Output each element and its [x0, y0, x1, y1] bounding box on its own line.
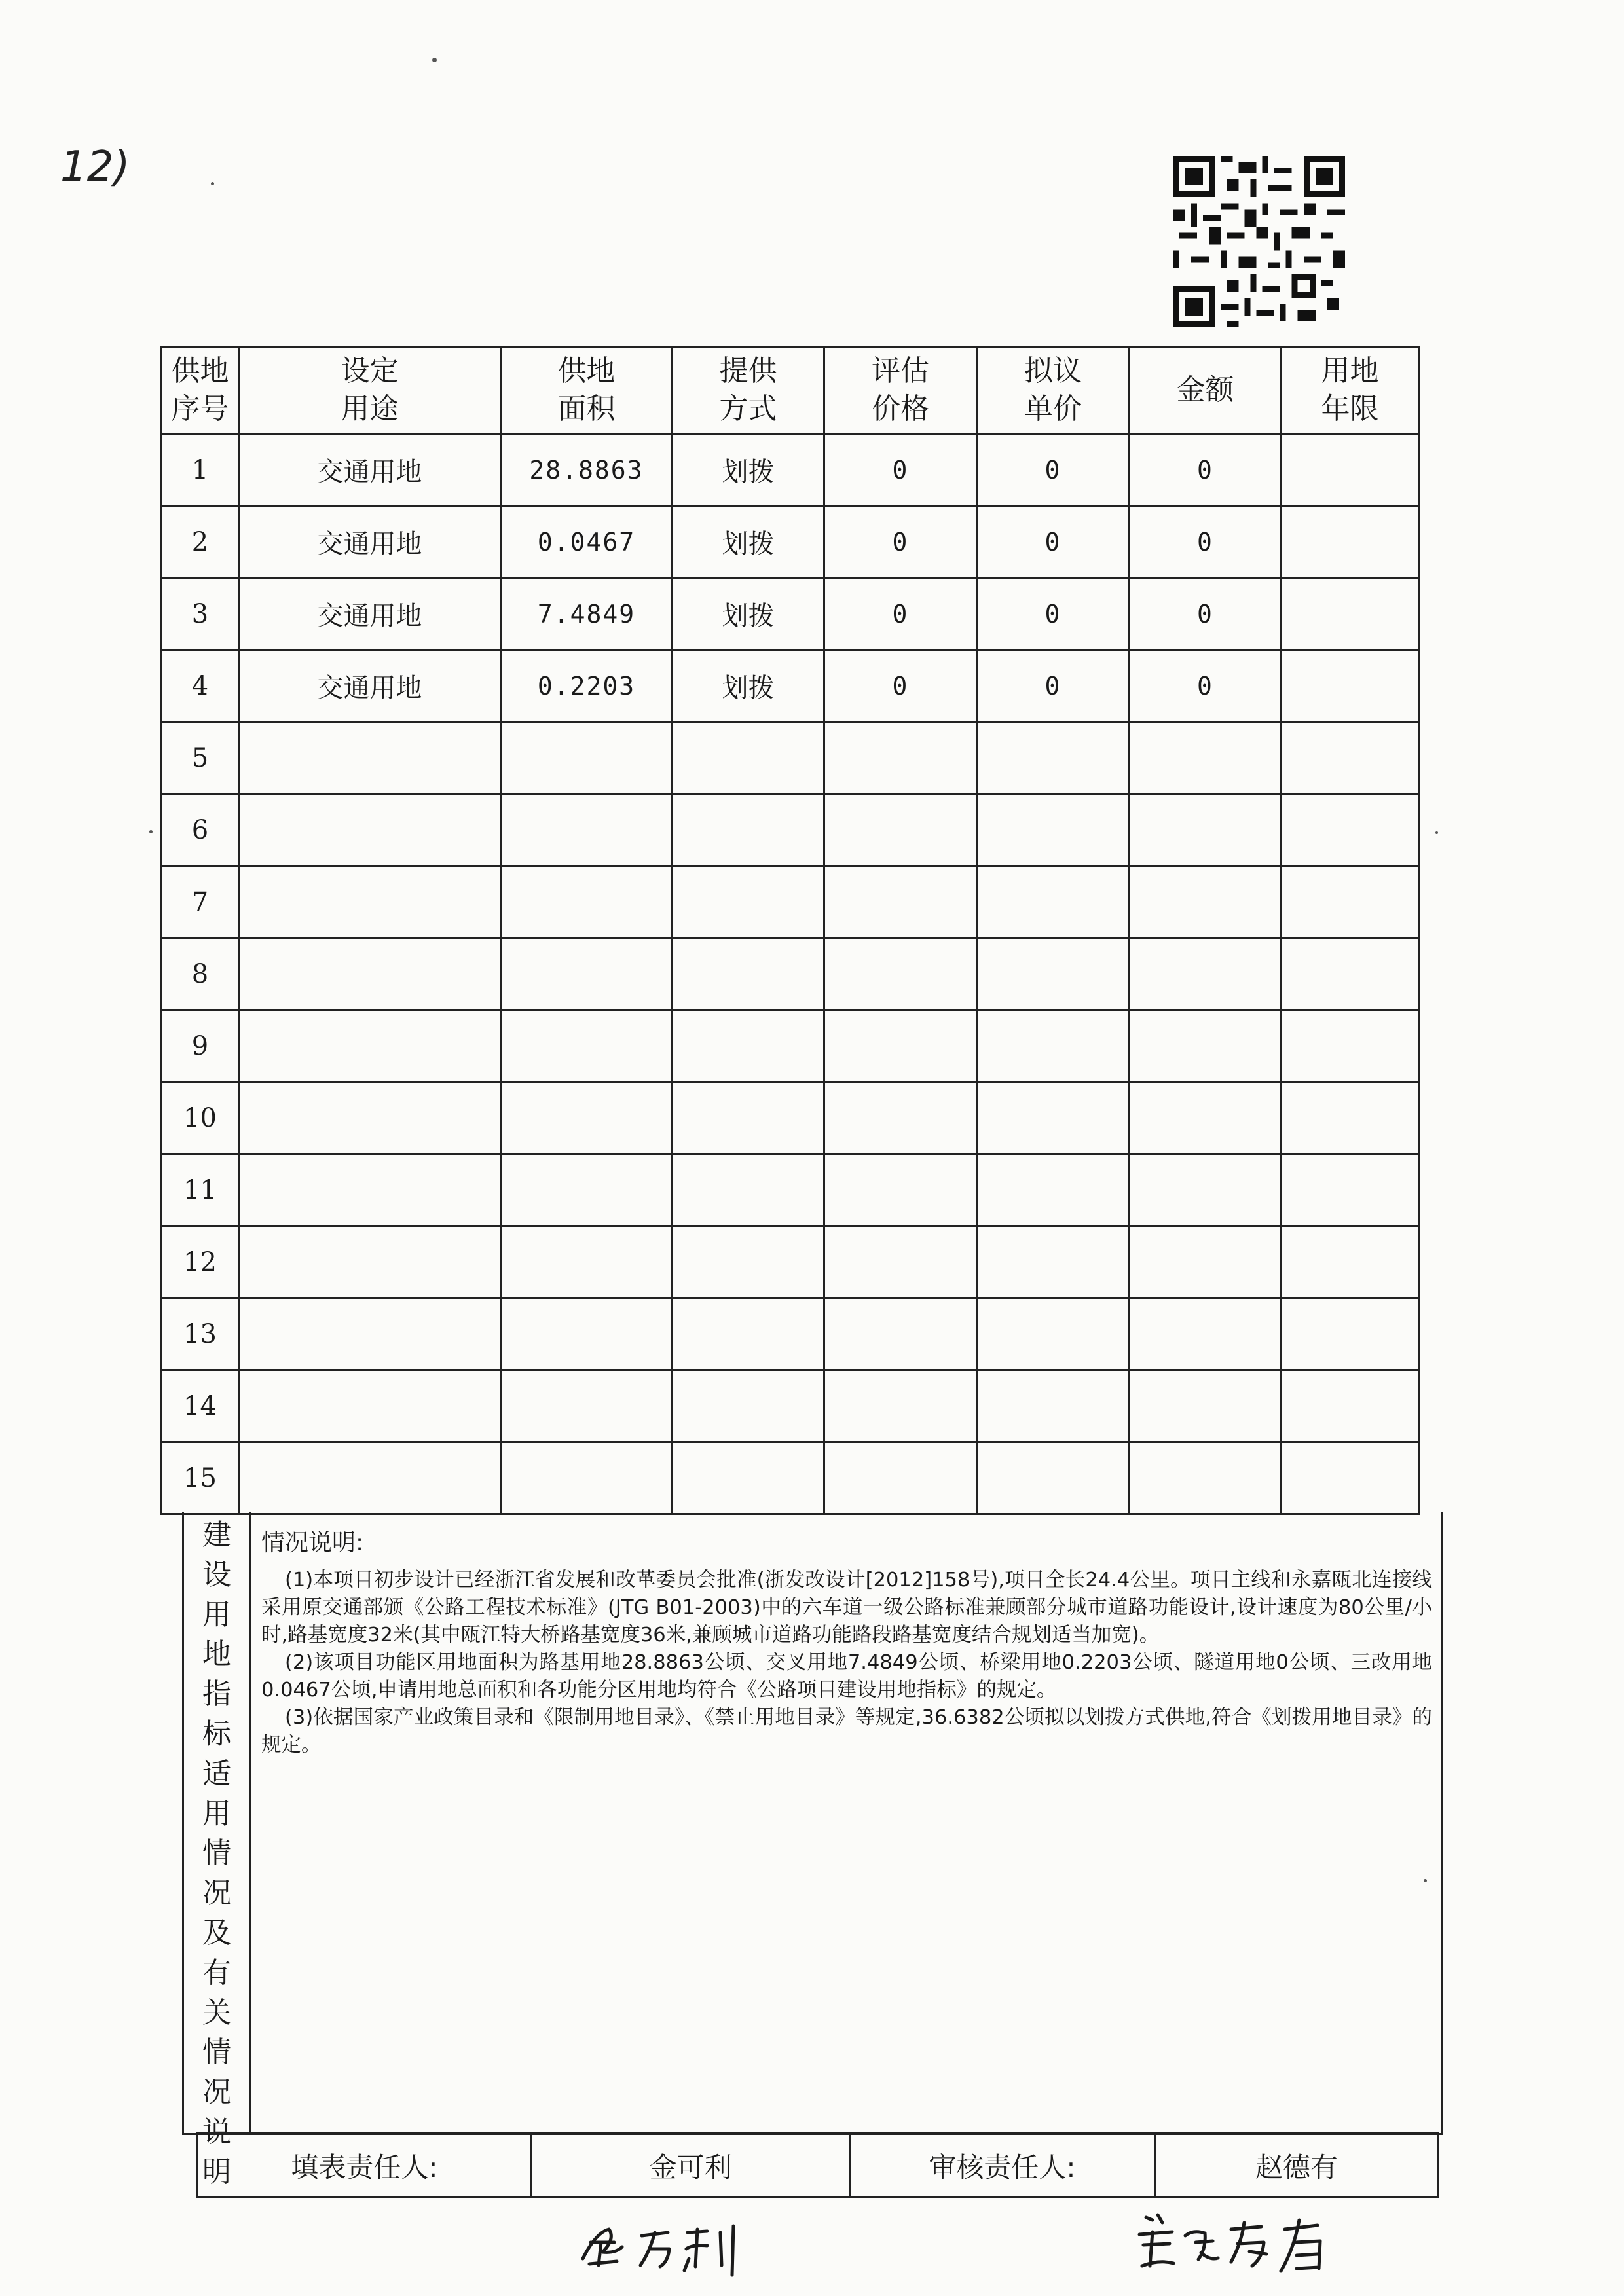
cell-unit-price	[977, 794, 1130, 866]
cell-method	[673, 938, 824, 1010]
cell-area	[501, 794, 673, 866]
header-seq: 供地 序号	[162, 347, 239, 434]
table-row	[162, 1370, 1419, 1442]
cell-method	[673, 1442, 824, 1514]
cell-amount	[1130, 1010, 1282, 1082]
cell-price: 0	[824, 434, 977, 506]
cell-method	[673, 794, 824, 866]
table-row	[162, 938, 1419, 1010]
cell-seq: 9	[162, 1010, 239, 1082]
cell-area	[501, 938, 673, 1010]
cell-area	[501, 1298, 673, 1370]
land-supply-table	[160, 346, 1420, 1515]
cell-term	[1282, 1082, 1419, 1154]
cell-area	[501, 1370, 673, 1442]
cell-use	[239, 938, 501, 1010]
cell-term	[1282, 1226, 1419, 1298]
notes-paragraph: (1)本项目初步设计已经浙江省发展和改革委员会批准(浙发改设计[2012]158号),项目全长24.4公里。项目主线和永嘉瓯北连接线采用原交通部颁《公路工程技术标准》(JTG B01-2003)中的六车道一级公路标准兼顾部分城市道路功能设计,设计速度为80公里/小时,路基宽度32米(其中瓯江特大桥路基宽度36米,兼顾城市道路功能路段路基宽度结合规划适当加宽)。	[261, 1569, 1432, 1647]
cell-term	[1282, 938, 1419, 1010]
qr-code	[1173, 156, 1345, 327]
cell-term	[1282, 506, 1419, 578]
cell-unit-price	[977, 866, 1130, 938]
table-row	[162, 1082, 1419, 1154]
cell-term	[1282, 434, 1419, 506]
cell-term	[1282, 650, 1419, 722]
cell-unit-price	[977, 1298, 1130, 1370]
cell-price	[824, 1370, 977, 1442]
header-unit-price: 拟议 单价	[977, 347, 1130, 434]
cell-method	[673, 1154, 824, 1226]
cell-use	[239, 794, 501, 866]
scan-speck	[1435, 831, 1438, 834]
cell-area: 0.0467	[501, 506, 673, 578]
filler-name: 金可利	[532, 2134, 851, 2196]
header-method: 提供 方式	[673, 347, 824, 434]
cell-use	[239, 1442, 501, 1514]
table-row	[162, 1442, 1419, 1514]
cell-unit-price	[977, 1226, 1130, 1298]
cell-term	[1282, 866, 1419, 938]
notes-body	[261, 1524, 1432, 1759]
cell-unit-price	[977, 1082, 1130, 1154]
cell-method	[673, 1298, 824, 1370]
cell-seq: 12	[162, 1226, 239, 1298]
cell-term	[1282, 1298, 1419, 1370]
cell-use	[239, 866, 501, 938]
cell-price: 0	[824, 506, 977, 578]
cell-price	[824, 1010, 977, 1082]
cell-method	[673, 1226, 824, 1298]
cell-price	[824, 866, 977, 938]
scan-speck	[432, 58, 437, 62]
cell-amount	[1130, 866, 1282, 938]
table-row	[162, 866, 1419, 938]
filler-signature	[576, 2213, 760, 2285]
notes-paragraph: (2)该项目功能区用地面积为路基用地28.8863公顷、交叉用地7.4849公顷、桥梁用地0.2203公顷、隧道用地0公顷、三改用地0.0467公顷,申请用地总面积和各功能分区用地均符合《公路项目建设用地指标》的规定。	[261, 1651, 1432, 1702]
cell-use	[239, 1082, 501, 1154]
cell-unit-price	[977, 938, 1130, 1010]
cell-seq: 14	[162, 1370, 239, 1442]
cell-unit-price	[977, 1370, 1130, 1442]
cell-unit-price: 0	[977, 578, 1130, 650]
cell-term	[1282, 578, 1419, 650]
cell-seq: 15	[162, 1442, 239, 1514]
cell-term	[1282, 1154, 1419, 1226]
cell-amount: 0	[1130, 434, 1282, 506]
cell-amount	[1130, 722, 1282, 794]
cell-unit-price	[977, 1442, 1130, 1514]
cell-amount	[1130, 1226, 1282, 1298]
table-row	[162, 506, 1419, 578]
cell-term	[1282, 722, 1419, 794]
cell-seq: 13	[162, 1298, 239, 1370]
header-price: 评估 价格	[824, 347, 977, 434]
cell-unit-price: 0	[977, 650, 1130, 722]
cell-method	[673, 1082, 824, 1154]
responsible-persons-row	[196, 2132, 1439, 2198]
cell-seq: 4	[162, 650, 239, 722]
cell-price	[824, 794, 977, 866]
cell-price: 0	[824, 650, 977, 722]
cell-amount	[1130, 1442, 1282, 1514]
table-row	[162, 722, 1419, 794]
reviewer-label: 审核责任人:	[851, 2134, 1156, 2196]
header-term: 用地 年限	[1282, 347, 1419, 434]
cell-seq: 8	[162, 938, 239, 1010]
cell-price	[824, 938, 977, 1010]
cell-amount: 0	[1130, 650, 1282, 722]
header-use: 设定 用途	[239, 347, 501, 434]
cell-price	[824, 1298, 977, 1370]
cell-unit-price	[977, 1010, 1130, 1082]
cell-amount	[1130, 938, 1282, 1010]
scan-speck	[149, 830, 153, 833]
cell-use: 交通用地	[239, 650, 501, 722]
cell-seq: 6	[162, 794, 239, 866]
cell-unit-price	[977, 722, 1130, 794]
notes-paragraph: (3)依据国家产业政策目录和《限制用地目录》、《禁止用地目录》等规定,36.6382公顷拟以划拨方式供地,符合《划拨用地目录》的规定。	[261, 1706, 1432, 1757]
cell-use: 交通用地	[239, 506, 501, 578]
cell-unit-price: 0	[977, 434, 1130, 506]
cell-seq: 3	[162, 578, 239, 650]
cell-amount: 0	[1130, 506, 1282, 578]
cell-term	[1282, 1442, 1419, 1514]
notes-heading: 情况说明:	[261, 1529, 364, 1556]
cell-amount: 0	[1130, 578, 1282, 650]
cell-use: 交通用地	[239, 578, 501, 650]
header-amount: 金额	[1130, 347, 1282, 434]
cell-seq: 1	[162, 434, 239, 506]
table-row	[162, 794, 1419, 866]
cell-price	[824, 1154, 977, 1226]
cell-use	[239, 1298, 501, 1370]
page-number: 12)	[60, 143, 130, 191]
cell-seq: 10	[162, 1082, 239, 1154]
table-row	[162, 578, 1419, 650]
cell-seq: 7	[162, 866, 239, 938]
cell-price	[824, 1082, 977, 1154]
cell-use	[239, 1370, 501, 1442]
table-row	[162, 1154, 1419, 1226]
cell-use	[239, 1010, 501, 1082]
table-row	[162, 650, 1419, 722]
cell-amount	[1130, 794, 1282, 866]
table-row	[162, 434, 1419, 506]
cell-area	[501, 1226, 673, 1298]
table-header-row	[162, 347, 1419, 434]
cell-method	[673, 1370, 824, 1442]
cell-use: 交通用地	[239, 434, 501, 506]
cell-price	[824, 1226, 977, 1298]
cell-amount	[1130, 1370, 1282, 1442]
cell-method: 划拨	[673, 650, 824, 722]
cell-amount	[1130, 1082, 1282, 1154]
cell-amount	[1130, 1154, 1282, 1226]
table-row	[162, 1226, 1419, 1298]
cell-use	[239, 1226, 501, 1298]
cell-area	[501, 1010, 673, 1082]
scan-speck	[211, 182, 214, 185]
table-row	[162, 1010, 1419, 1082]
cell-price	[824, 1442, 977, 1514]
cell-area	[501, 866, 673, 938]
cell-unit-price: 0	[977, 506, 1130, 578]
header-area: 供地 面积	[501, 347, 673, 434]
cell-term	[1282, 794, 1419, 866]
cell-area	[501, 1082, 673, 1154]
cell-area	[501, 1154, 673, 1226]
reviewer-signature	[1133, 2203, 1349, 2282]
cell-unit-price	[977, 1154, 1130, 1226]
cell-amount	[1130, 1298, 1282, 1370]
cell-area	[501, 722, 673, 794]
notes-side-label: 建 设 用 地 指 标 适 用 情 况 及 有 关 情 况 说 明	[184, 1512, 251, 2133]
cell-price	[824, 722, 977, 794]
cell-term	[1282, 1010, 1419, 1082]
filler-label: 填表责任人:	[198, 2134, 532, 2196]
cell-method: 划拨	[673, 434, 824, 506]
cell-use	[239, 722, 501, 794]
cell-use	[239, 1154, 501, 1226]
reviewer-name: 赵德有	[1255, 2151, 1338, 2183]
cell-method	[673, 866, 824, 938]
cell-price: 0	[824, 578, 977, 650]
cell-area: 0.2203	[501, 650, 673, 722]
cell-seq: 5	[162, 722, 239, 794]
cell-area: 7.4849	[501, 578, 673, 650]
cell-method	[673, 1010, 824, 1082]
cell-term	[1282, 1370, 1419, 1442]
cell-method: 划拨	[673, 578, 824, 650]
table-row	[162, 1298, 1419, 1370]
cell-seq: 2	[162, 506, 239, 578]
cell-area: 28.8863	[501, 434, 673, 506]
cell-area	[501, 1442, 673, 1514]
cell-method	[673, 722, 824, 794]
cell-seq: 11	[162, 1154, 239, 1226]
cell-method: 划拨	[673, 506, 824, 578]
